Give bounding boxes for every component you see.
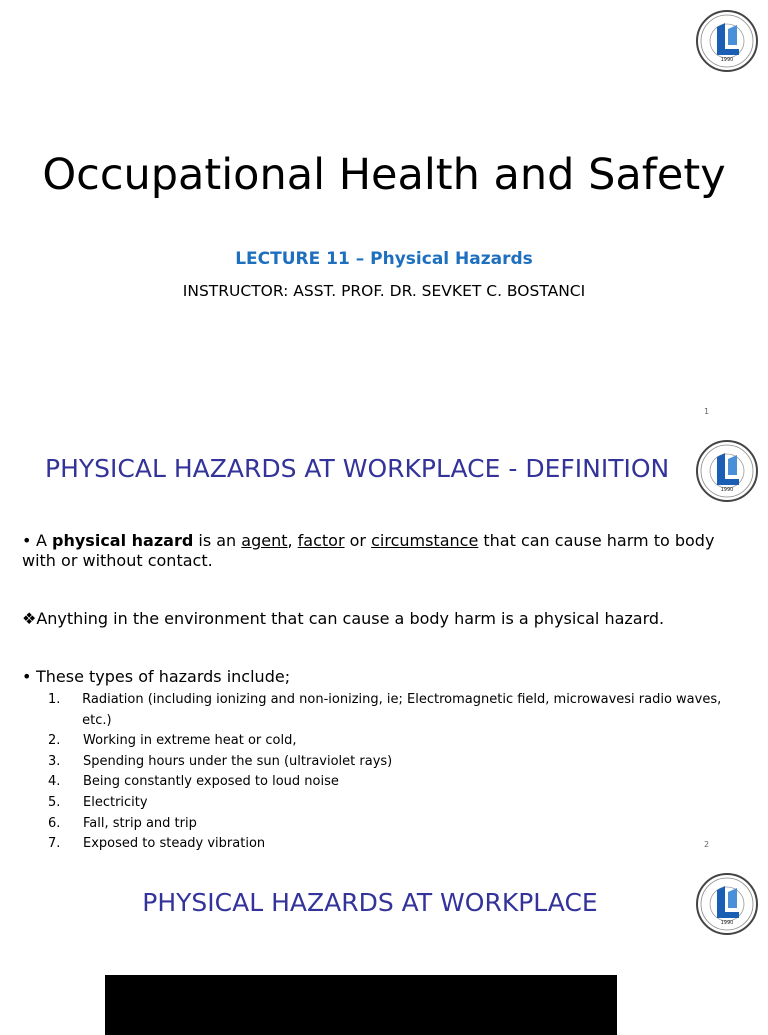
slide-1 (0, 0, 768, 432)
bullet-icon: • (22, 531, 32, 550)
hazard-list (48, 690, 738, 855)
item-number: 3. (48, 753, 61, 769)
university-seal-icon (695, 9, 759, 73)
definition-paragraph (22, 531, 742, 571)
item-text: Working in extreme heat or cold, (83, 733, 297, 749)
list-item (48, 731, 738, 752)
item-text: Being constantly exposed to loud noise (83, 774, 339, 790)
list-item (48, 793, 738, 814)
term-agent: agent (241, 531, 288, 550)
anything-line: ❖Anything in the environment that can cause a body harm is a physical hazard. (22, 609, 665, 628)
item-text: Spending hours under the sun (ultraviolet rays) (83, 753, 393, 769)
list-item (48, 752, 738, 773)
list-item (48, 814, 738, 835)
list-item (48, 772, 738, 793)
item-text: Exposed to steady vibration (83, 836, 266, 852)
university-seal-icon (695, 439, 759, 503)
item-text: Electricity (83, 794, 148, 810)
instructor-line: INSTRUCTOR: ASST. PROF. DR. SEVKET C. BOSTANCI (182, 282, 586, 300)
slide-3 (0, 852, 768, 1024)
item-text: Radiation (including ionizing and non-ionizing, ie; Electromagnetic field, microwavesi radio waves, etc.) (82, 692, 722, 728)
text-comma: , (287, 531, 298, 550)
item-number: 6. (48, 815, 61, 831)
item-number: 5. (48, 794, 61, 810)
term-factor: factor (297, 531, 345, 550)
item-number: 2. (48, 733, 61, 749)
item-number: 7. (48, 836, 61, 852)
types-intro-text: These types of hazards include; (36, 667, 291, 686)
page-number: 1 (704, 407, 710, 416)
svg-text:1990: 1990 (720, 920, 734, 926)
item-number: 1. (48, 692, 61, 707)
item-text: Fall, strip and trip (83, 815, 197, 831)
text-a: A (36, 531, 53, 550)
presentation-title: Occupational Health and Safety (42, 150, 726, 200)
slide-heading: PHYSICAL HAZARDS AT WORKPLACE (142, 888, 598, 917)
term-circumstance: circumstance (371, 531, 479, 550)
svg-text:1990: 1990 (720, 487, 734, 493)
slide-heading: PHYSICAL HAZARDS AT WORKPLACE - DEFINITION (45, 454, 670, 483)
page-number: 2 (704, 840, 710, 849)
list-item (48, 690, 738, 731)
lecture-subtitle: LECTURE 11 – Physical Hazards (235, 249, 533, 269)
term-physical-hazard: physical hazard (52, 531, 194, 550)
types-intro (22, 667, 742, 687)
item-number: 4. (48, 774, 61, 790)
video-placeholder (105, 975, 617, 1035)
slide-2 (0, 432, 768, 852)
text-is-an: is an (193, 531, 242, 550)
text-rest: that can cause harm to body with or without contact. (22, 531, 715, 570)
bullet-icon: • (22, 667, 32, 686)
text-or: or (344, 531, 372, 550)
svg-text:1990: 1990 (720, 57, 734, 63)
